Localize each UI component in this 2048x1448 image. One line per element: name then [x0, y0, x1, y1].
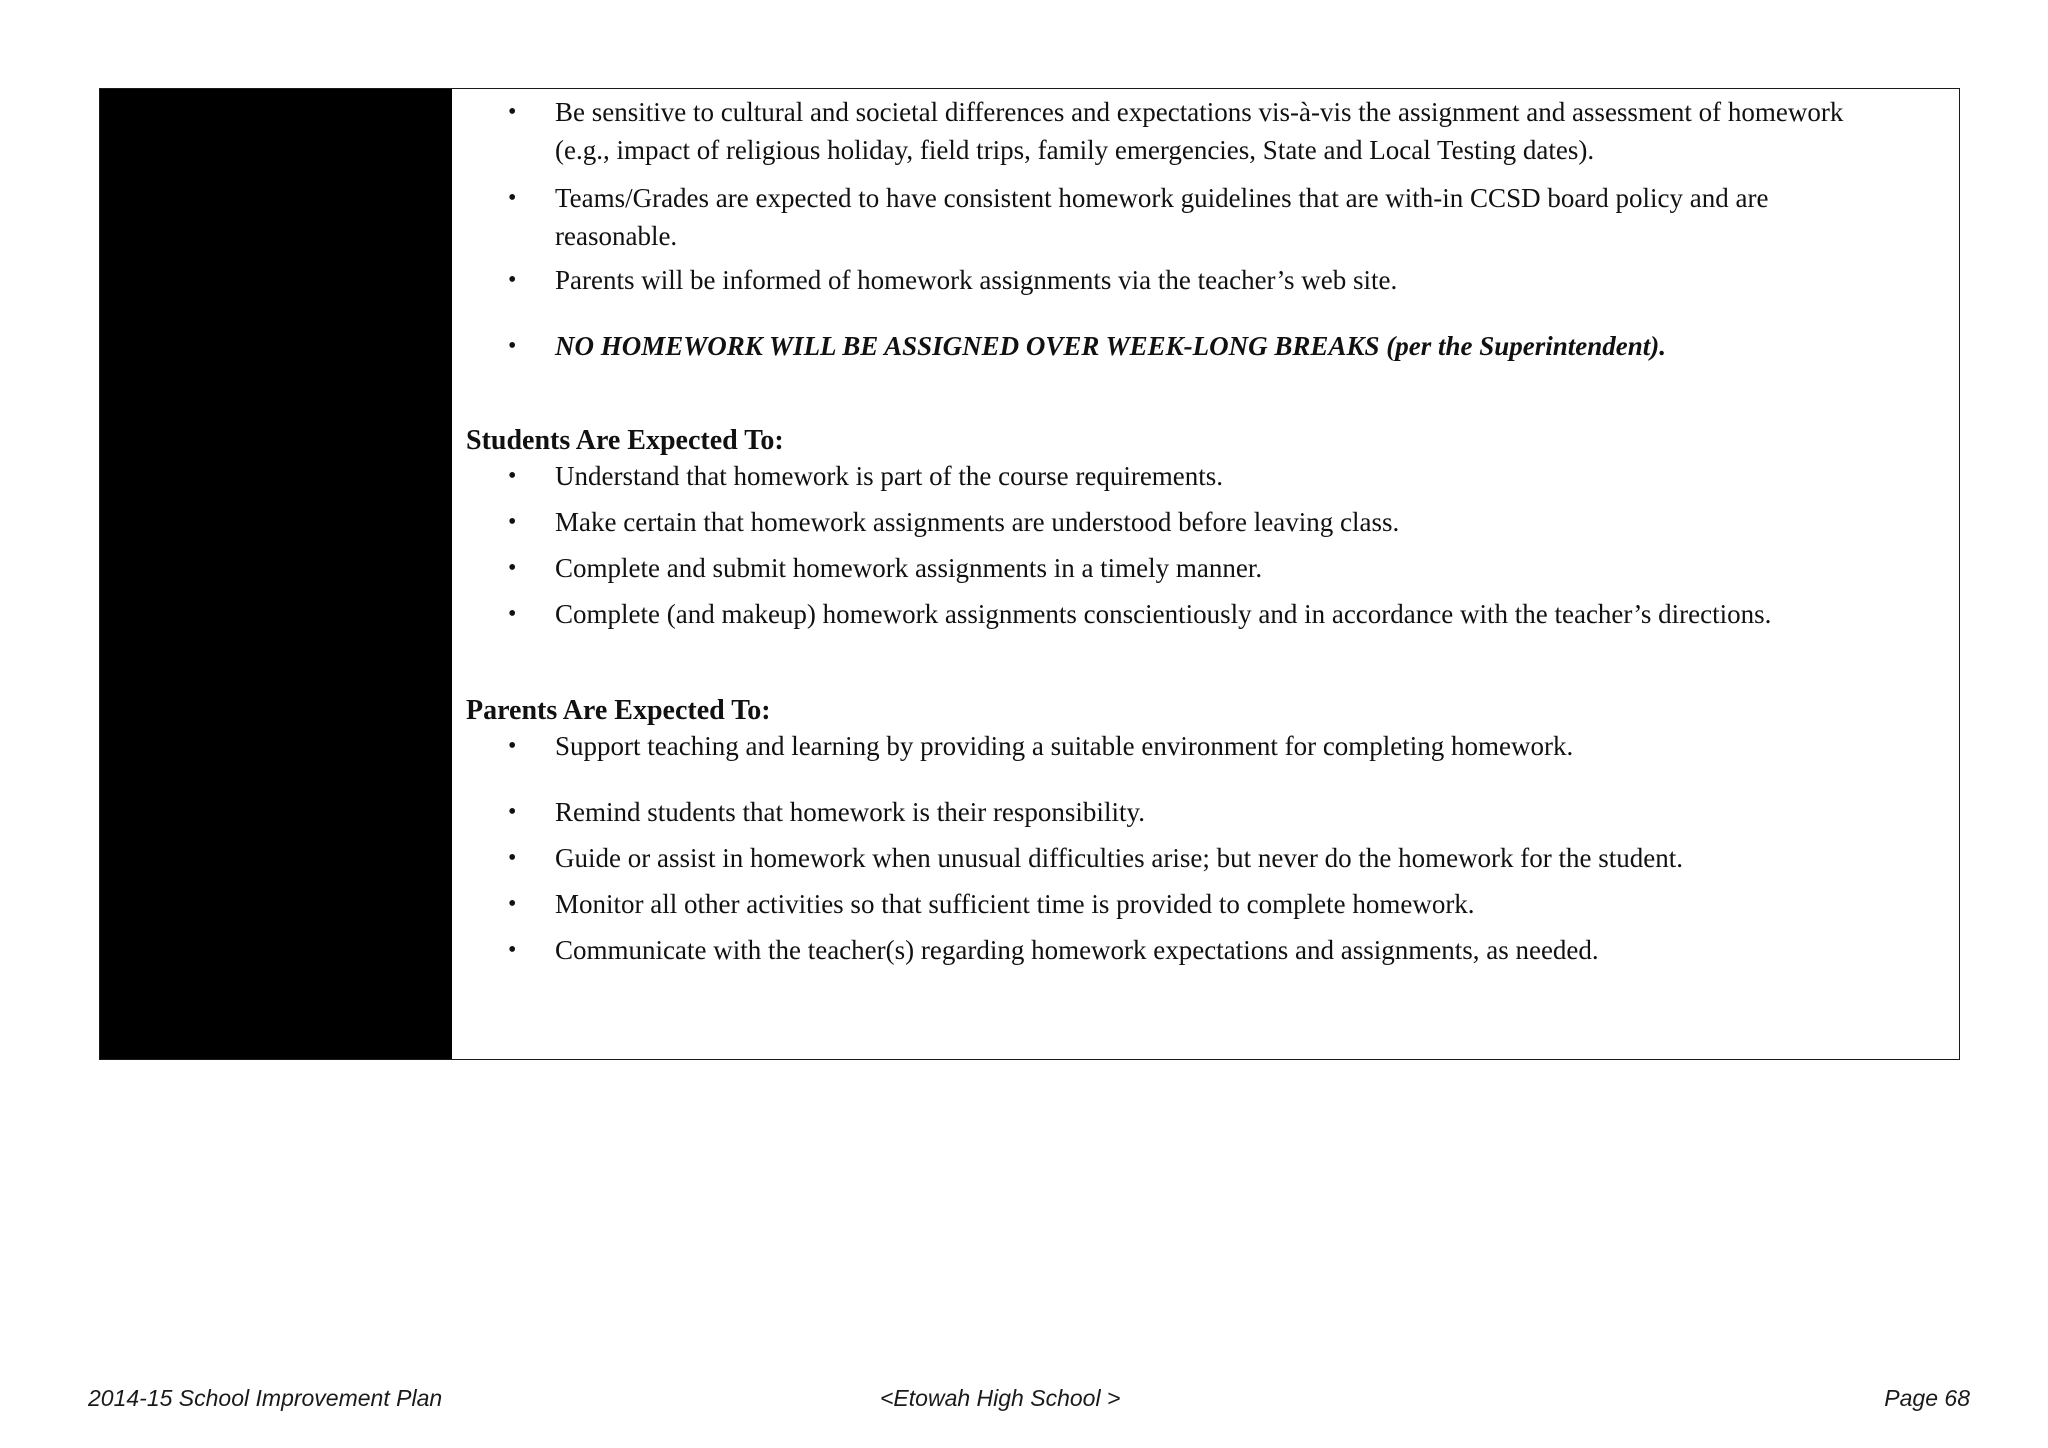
list-item-text: Be sensitive to cultural and societal differences and expectations vis-à-vis the assignment and assessment of homework (e.g., impact of religious holiday, field trips, family emergencies, State and Local Testing dates). [555, 97, 1844, 165]
bullet-icon: • [508, 333, 517, 359]
bullet-icon: • [508, 799, 517, 825]
list-item [452, 179, 1879, 255]
footer-plan-title: 2014-15 School Improvement Plan [88, 1385, 443, 1411]
bullet-icon: • [508, 509, 517, 535]
bullet-icon: • [508, 845, 517, 871]
list-item-text: Parents will be informed of homework assignments via the teacher’s web site. [555, 265, 1398, 295]
list-item-text: Communicate with the teacher(s) regarding homework expectations and assignments, as needed. [555, 935, 1599, 965]
bullet-icon: • [508, 555, 517, 581]
list-item-text: Monitor all other activities so that sufficient time is provided to complete homework. [555, 889, 1475, 919]
footer-school-name: <Etowah High School > [880, 1385, 1121, 1411]
bullet-icon: • [508, 891, 517, 917]
list-item [452, 93, 1879, 169]
list-item-text: Guide or assist in homework when unusual difficulties arise; but never do the homework for the student. [555, 843, 1684, 873]
bullet-icon: • [508, 463, 517, 489]
students-heading: Students Are Expected To: [466, 425, 784, 456]
bullet-icon: • [508, 601, 517, 627]
footer-page-number: Page 68 [1884, 1385, 1970, 1411]
bullet-icon: • [508, 185, 517, 211]
policy-table [99, 88, 1960, 1060]
list-item [452, 793, 1879, 831]
list-item-text: Complete and submit homework assignments in a timely manner. [555, 553, 1263, 583]
list-item [452, 727, 1879, 765]
policy-content [452, 89, 1959, 1059]
list-item-text: Teams/Grades are expected to have consistent homework guidelines that are with-in CCSD board policy and are reasonable. [555, 183, 1769, 251]
parents-heading: Parents Are Expected To: [466, 695, 771, 726]
bullet-icon: • [508, 267, 517, 293]
list-item-text: Make certain that homework assignments are understood before leaving class. [555, 507, 1400, 537]
list-item [452, 931, 1879, 969]
list-item [452, 839, 1879, 877]
bullet-icon: • [508, 733, 517, 759]
list-item [452, 595, 1879, 633]
list-item [452, 885, 1879, 923]
list-item [452, 457, 1879, 495]
list-item [452, 327, 1879, 365]
list-item-text: Understand that homework is part of the course requirements. [555, 461, 1224, 491]
list-item [452, 549, 1879, 587]
list-item [452, 503, 1879, 541]
list-item-text: Complete (and makeup) homework assignments conscientiously and in accordance with the teacher’s directions. [555, 599, 1772, 629]
list-item [452, 261, 1879, 299]
redacted-column [100, 89, 452, 1059]
bullet-icon: • [508, 937, 517, 963]
list-item-text: Remind students that homework is their responsibility. [555, 797, 1145, 827]
list-item-text: Support teaching and learning by providing a suitable environment for completing homework. [555, 731, 1574, 761]
bullet-icon: • [508, 99, 517, 125]
list-item-text-emphasis: NO HOMEWORK WILL BE ASSIGNED OVER WEEK-LONG BREAKS (per the Superintendent). [555, 331, 1666, 361]
